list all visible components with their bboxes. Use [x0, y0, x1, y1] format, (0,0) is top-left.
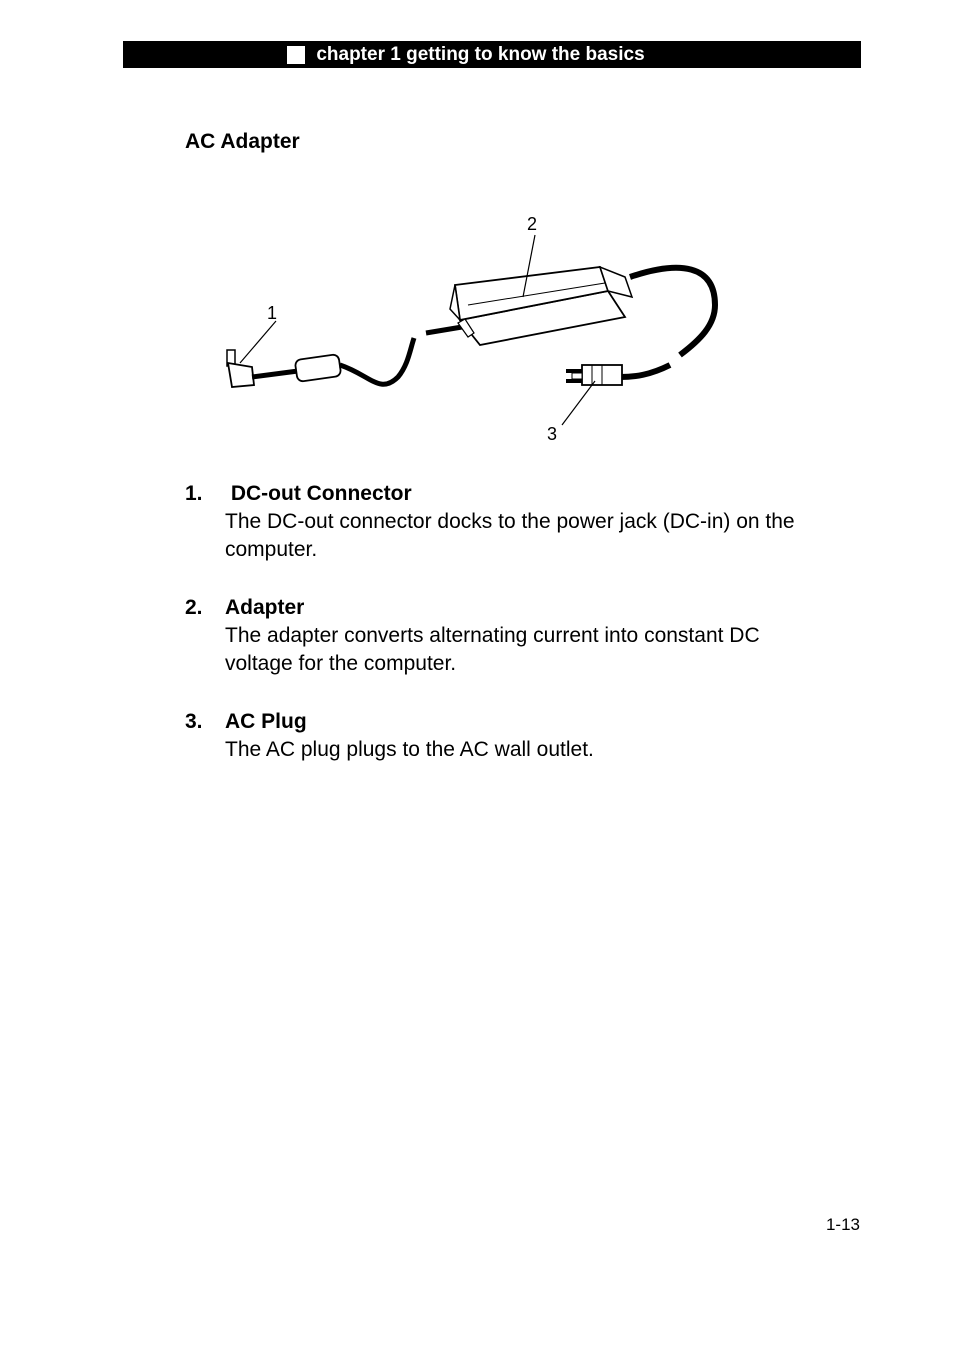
list-item-description [185, 508, 865, 564]
list-item-description [185, 736, 865, 764]
list-item-dc-out-connector [185, 480, 865, 564]
chapter-header [123, 41, 861, 68]
description-line: The DC-out connector docks to the power jack (DC-in) on the [225, 510, 795, 533]
page-number: 1-13 [825, 1215, 860, 1234]
list-item-number: 3. [185, 710, 203, 733]
list-item-title: Adapter [225, 596, 305, 619]
callout-1: 1 [267, 303, 278, 323]
list-item-description [185, 622, 865, 678]
list-item-title: DC-out Connector [225, 482, 412, 505]
list-item-heading [185, 594, 865, 622]
list-item-number: 2. [185, 596, 203, 619]
dc-out-connector-drawing [227, 350, 254, 387]
list-item-heading [185, 708, 865, 736]
list-item-ac-plug [185, 708, 865, 764]
description-line: computer. [225, 538, 318, 561]
callout-3: 3 [547, 424, 558, 444]
list-item-heading [185, 480, 865, 508]
callout-2: 2 [527, 214, 538, 234]
description-line: voltage for the computer. [225, 652, 457, 675]
section-title: AC Adapter [185, 130, 300, 153]
ac-adapter-drawing [210, 205, 730, 450]
list-item-number: 1. [185, 482, 203, 505]
description-line: The adapter converts alternating current into constant DC [225, 624, 760, 647]
ac-adapter-illustration [210, 205, 730, 450]
list-item-adapter [185, 594, 865, 678]
white-square-icon [287, 46, 305, 64]
list-item-title: AC Plug [225, 710, 307, 733]
adapter-brick-drawing [450, 267, 632, 345]
description-line: The AC plug plugs to the AC wall outlet. [225, 738, 594, 761]
ferrite-core-drawing [295, 354, 342, 382]
chapter-title: chapter 1 getting to know the basics [316, 43, 645, 65]
